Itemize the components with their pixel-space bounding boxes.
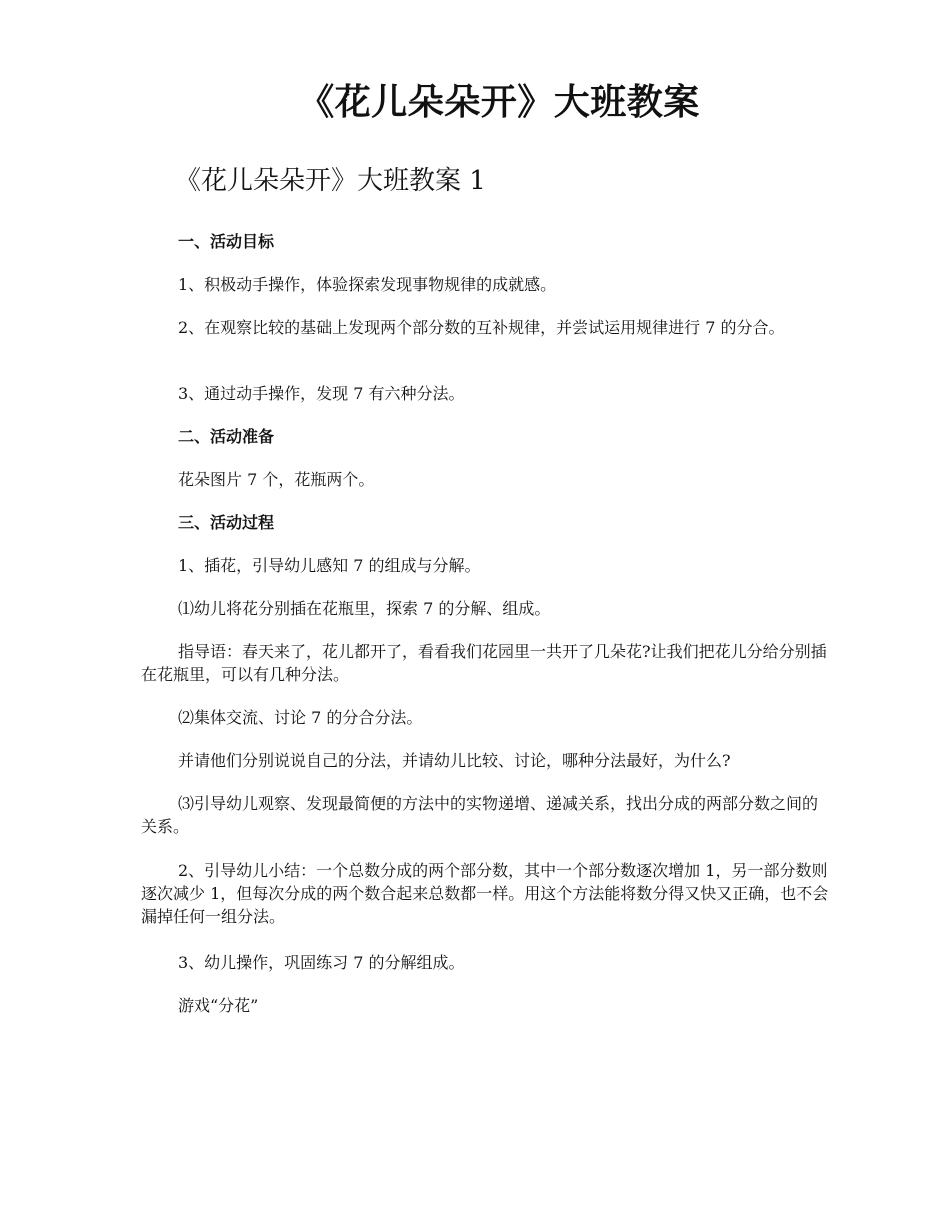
paragraph-process-1a: ⑴幼儿将花分别插在花瓶里，探索 7 的分解、组成。 [178,599,551,618]
paragraph-objective-3: 3、通过动手操作，发现 7 有六种分法。 [178,384,465,403]
heading-process: 三、活动过程 [178,513,275,532]
paragraph-process-1: 1、插花，引导幼儿感知 7 的组成与分解。 [178,556,481,575]
paragraph-game: 游戏“分花” [178,996,259,1015]
document-title: 《花儿朵朵开》大班教案 [298,81,700,123]
paragraph-objective-2: 2、在观察比较的基础上发现两个部分数的互补规律，并尝试运用规律进行 7 的分合。 [178,318,785,337]
paragraph-practice: 3、幼儿操作，巩固练习 7 的分解组成。 [178,953,465,972]
section-title: 《花儿朵朵开》大班教案 1 [175,166,486,196]
paragraph-discussion: 并请他们分别说说自己的分法，并请幼儿比较、讨论，哪种分法最好，为什么? [178,751,731,770]
heading-objectives: 一、活动目标 [178,232,275,251]
paragraph-summary: 2、引导幼儿小结：一个总数分成的两个部分数，其中一个部分数逐次增加 1，另一部分数则逐次减少 1，但每次分成的两个数合起来总数都一样。用这个方法能将数分得又快又正确，也不会漏掉任何一组分法。 [141,861,829,926]
paragraph-preparation: 花朵图片 7 个，花瓶两个。 [178,470,375,489]
heading-preparation: 二、活动准备 [178,427,275,446]
paragraph-process-1c: ⑶引导幼儿观察、发现最简便的方法中的实物递增、递减关系，找出分成的两部分数之间的关系。 [141,794,819,836]
paragraph-objective-1: 1、积极动手操作，体验探索发现事物规律的成就感。 [178,275,557,294]
paragraph-guidance: 指导语：春天来了，花儿都开了，看看我们花园里一共开了几朵花?让我们把花儿分给分别插在花瓶里，可以有几种分法。 [141,642,827,684]
paragraph-process-1b: ⑵集体交流、讨论 7 的分合分法。 [178,708,423,727]
